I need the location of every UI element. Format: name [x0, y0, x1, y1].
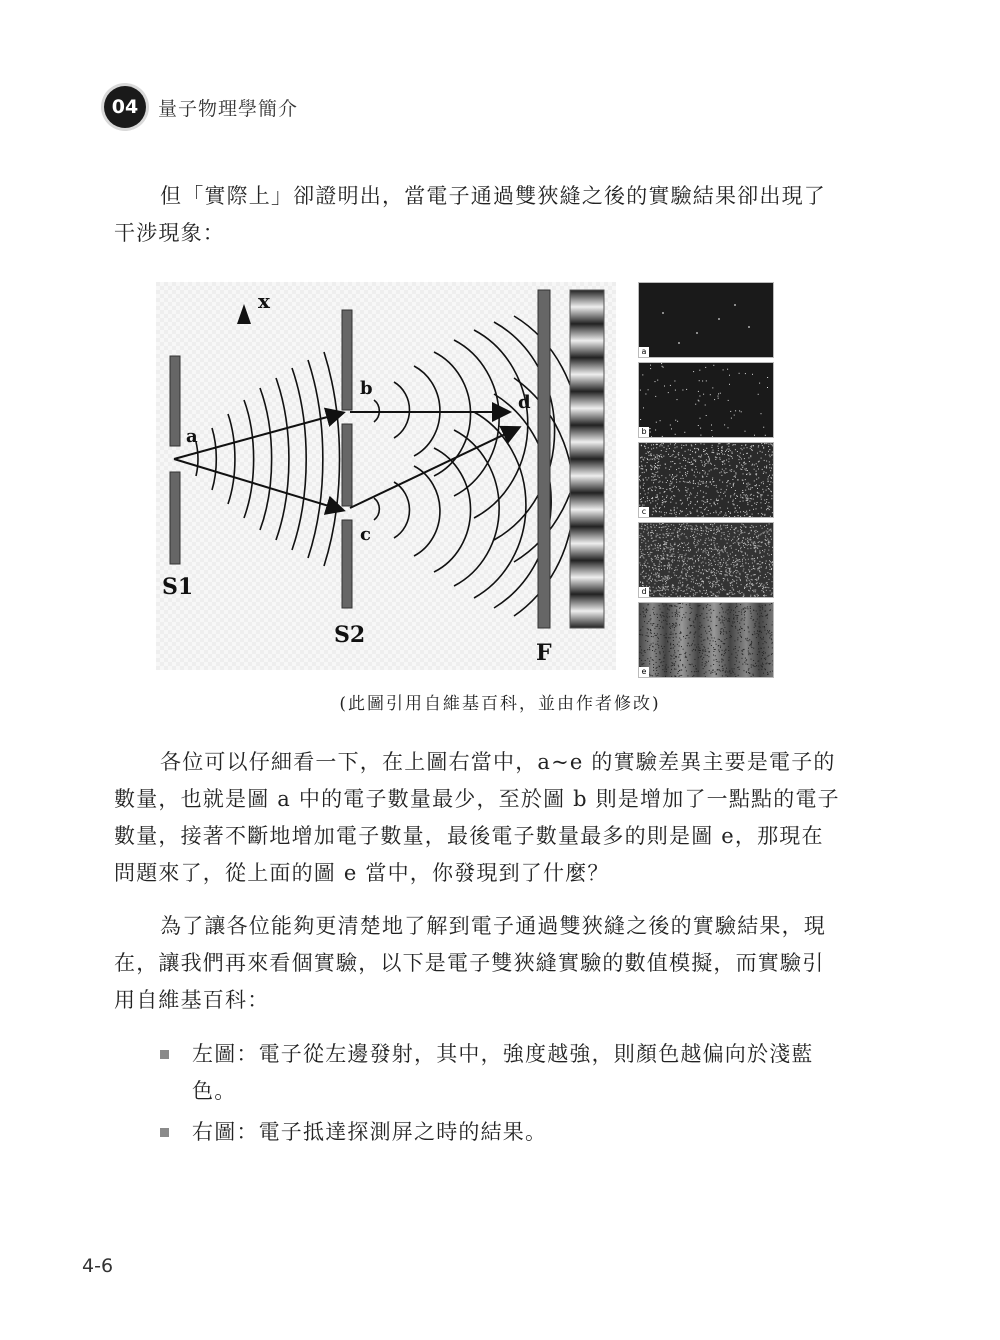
bullet-text: 左圖：電子從左邊發射，其中，強度越強，則顏色越偏向於淺藍	[192, 1042, 814, 1066]
panel-e-image	[639, 603, 773, 677]
chapter-number-badge: 04	[104, 86, 146, 128]
paragraph-line: 干涉現象：	[114, 221, 225, 245]
f-screen	[538, 290, 550, 628]
panel-d	[638, 522, 774, 598]
point-d-label: d	[518, 392, 531, 413]
paragraph-line: 問題來了，從上面的圖 e 當中，你發現到了什麼？	[114, 861, 610, 885]
s2-barrier-top	[342, 310, 352, 410]
panel-e-tag: e	[639, 667, 649, 677]
panel-a	[638, 282, 774, 358]
bullet-item-right-figure	[160, 1114, 850, 1151]
paragraph-line: 但「實際上」卻證明出，當電子通過雙狹縫之後的實驗結果卻出現了	[160, 184, 826, 208]
f-label: F	[536, 640, 552, 666]
panel-c-image	[639, 443, 773, 517]
double-slit-diagram	[156, 282, 618, 674]
panel-d-tag: d	[639, 587, 649, 597]
s1-barrier-bottom	[170, 472, 180, 564]
paragraph-simulation	[114, 908, 844, 1019]
electron-buildup-panels	[638, 282, 774, 682]
bullet-text: 色。	[192, 1079, 237, 1103]
s2-barrier-middle	[342, 424, 352, 506]
panel-a-tag: a	[639, 347, 649, 357]
bullet-item-left-figure	[160, 1036, 850, 1110]
bullet-square-icon	[160, 1128, 169, 1137]
paragraph-line: 數量，接著不斷地增加電子數量，最後電子數量最多的則是圖 e，那現在	[114, 824, 824, 848]
panel-b-tag: b	[639, 427, 649, 437]
bullet-square-icon	[160, 1050, 169, 1059]
s1-label: S1	[162, 574, 194, 600]
panel-d-image	[639, 523, 773, 597]
panel-a-image	[639, 283, 773, 357]
s1-barrier-top	[170, 356, 180, 446]
panel-c	[638, 442, 774, 518]
point-c-label: c	[360, 524, 371, 545]
panel-e	[638, 602, 774, 678]
panel-b-image	[639, 363, 773, 437]
figure-caption: (此圖引用自維基百科，並由作者修改)	[339, 694, 661, 714]
panel-b	[638, 362, 774, 438]
x-axis-label: x	[258, 289, 270, 313]
chapter-header	[104, 86, 298, 128]
paragraph-intro	[114, 178, 844, 252]
paragraph-line: 在，讓我們再來看個實驗，以下是電子雙狹縫實驗的數值模擬，而實驗引	[114, 951, 825, 975]
page-number: 4-6	[82, 1255, 114, 1277]
s2-barrier-bottom	[342, 520, 352, 608]
paragraph-line: 用自維基百科：	[114, 988, 270, 1012]
point-b-label: b	[360, 378, 373, 399]
chapter-title: 量子物理學簡介	[158, 97, 299, 120]
paragraph-observation	[114, 744, 844, 892]
interference-fringes	[570, 290, 604, 628]
s2-label: S2	[334, 622, 366, 648]
paragraph-line: 數量，也就是圖 a 中的電子數量最少，至於圖 b 則是增加了一點點的電子	[114, 787, 840, 811]
paragraph-line: 為了讓各位能夠更清楚地了解到電子通過雙狹縫之後的實驗結果，現	[160, 914, 826, 938]
paragraph-line: 各位可以仔細看一下，在上圖右當中，a~e 的實驗差異主要是電子的	[160, 750, 836, 774]
bullet-text: 右圖：電子抵達探測屏之時的結果。	[192, 1120, 548, 1144]
panel-c-tag: c	[639, 507, 649, 517]
point-a-label: a	[186, 426, 198, 447]
